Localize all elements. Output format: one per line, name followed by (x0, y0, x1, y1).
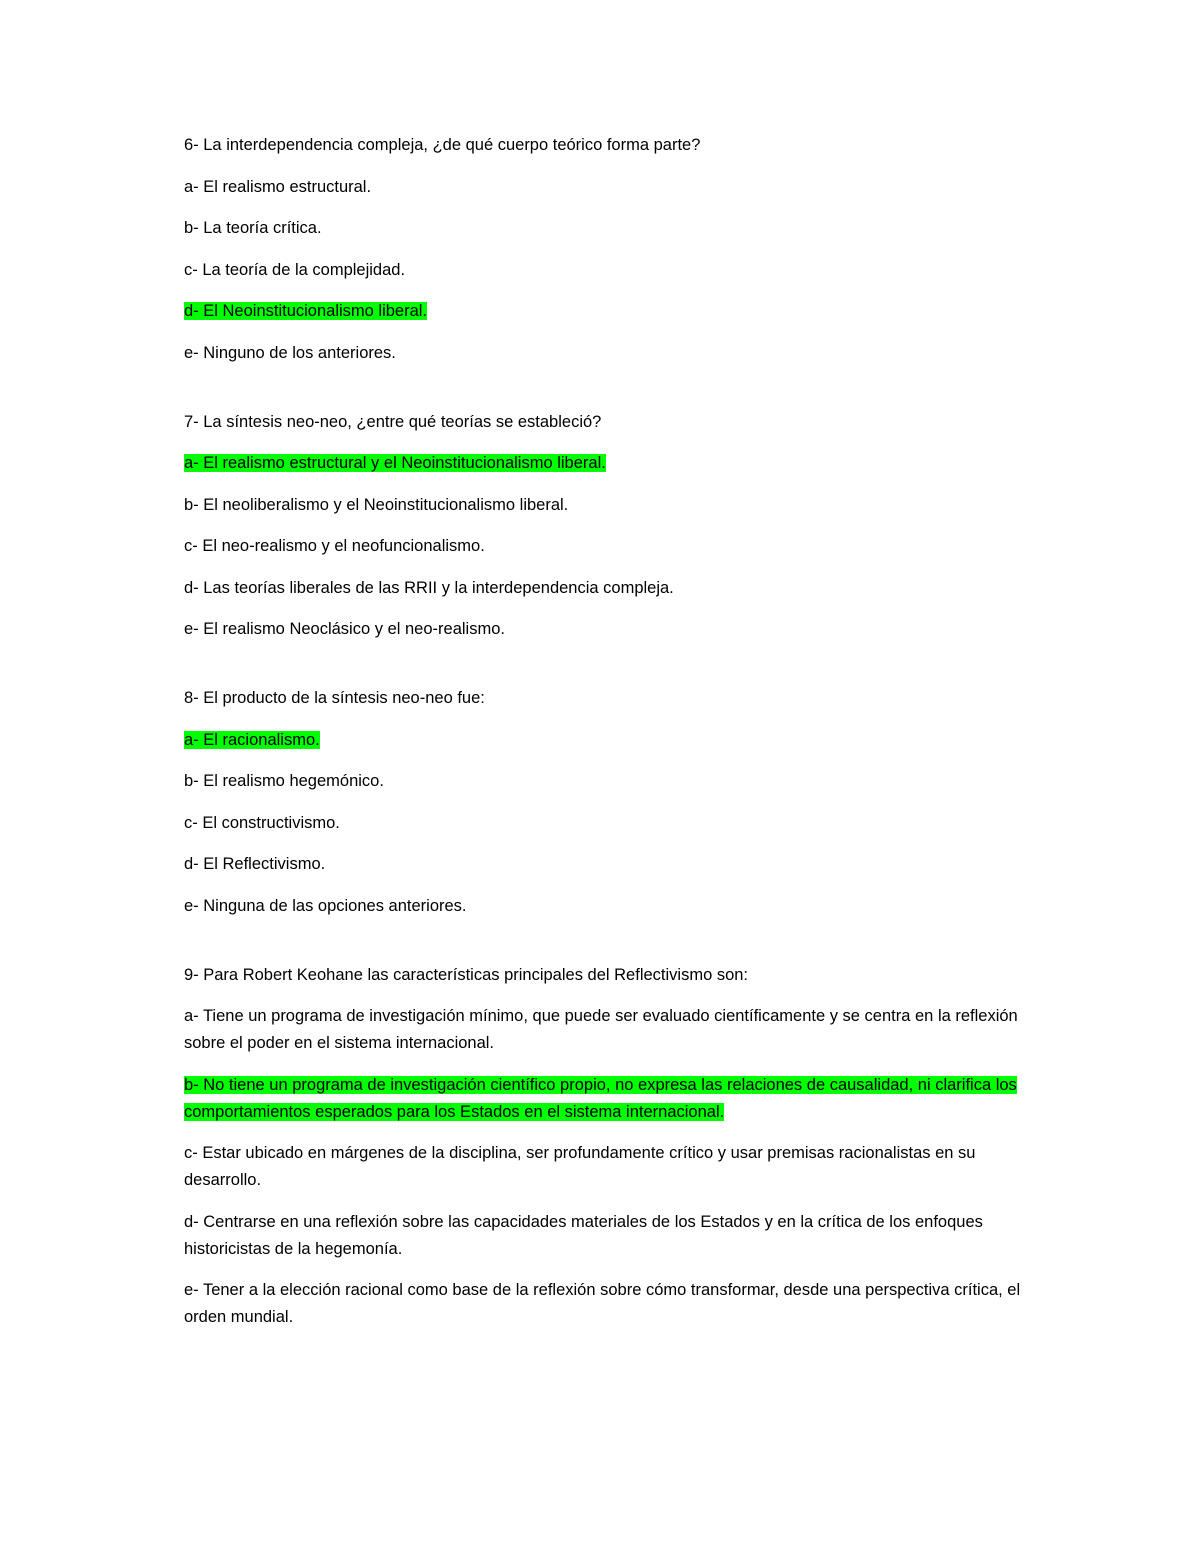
option-b: b- La teoría crítica. (184, 219, 322, 237)
option-e: e- El realismo Neoclásico y el neo-realismo. (184, 620, 505, 638)
option-a: a- El realismo estructural. (184, 177, 372, 196)
question-6 (184, 132, 1024, 367)
option-a-highlighted (184, 450, 1024, 477)
option-b: b- El neoliberalismo y el Neoinstitucionalismo liberal. (184, 495, 569, 514)
option-e: e- Ninguno de los anteriores. (184, 343, 396, 362)
option-c: c- Estar ubicado en márgenes de la disciplina, ser profundamente crítico y usar premisas racionalistas en su desarrollo. (184, 1144, 976, 1189)
question-7 (184, 409, 1024, 644)
option-d: d- Las teorías liberales de las RRII y la interdependencia compleja. (184, 578, 674, 597)
highlighted-answer: d- El Neoinstitucionalismo liberal. (184, 302, 428, 320)
highlighted-answer: a- El racionalismo. (184, 730, 320, 749)
question-text: 8- El producto de la síntesis neo-neo fue: (184, 689, 485, 707)
option-b: b- El realismo hegemónico. (184, 772, 384, 790)
option-d: d- El Reflectivismo. (184, 855, 326, 873)
question-text: 7- La síntesis neo-neo, ¿entre qué teorías se estableció? (184, 412, 602, 431)
question-text: 6- La interdependencia compleja, ¿de qué cuerpo teórico forma parte? (184, 136, 701, 154)
highlighted-answer: a- El realismo estructural y el Neoinstitucionalismo liberal. (184, 454, 606, 472)
option-c: c- El neo-realismo y el neofuncionalismo. (184, 537, 485, 555)
option-e: e- Ninguna de las opciones anteriores. (184, 896, 467, 915)
highlighted-answer: b- No tiene un programa de investigación científico propio, no expresa las relaciones de causalidad, ni clarifica los comportamientos esperados para los Estados en el sistema internacional. (184, 1075, 1017, 1121)
option-e: e- Tener a la elección racional como base de la reflexión sobre cómo transformar, desde una perspectiva crítica, el orden mundial. (184, 1281, 1021, 1326)
question-8 (184, 685, 1024, 920)
option-c: c- El constructivismo. (184, 813, 340, 832)
question-text: 9- Para Robert Keohane las características principales del Reflectivismo son: (184, 965, 749, 984)
option-c: c- La teoría de la complejidad. (184, 260, 406, 279)
option-d-highlighted (184, 298, 1024, 325)
option-b-highlighted (184, 1072, 1024, 1126)
question-9 (184, 962, 1024, 1332)
document-page (184, 132, 1024, 1346)
option-a: a- Tiene un programa de investigación mínimo, que puede ser evaluado científicamente y se centra en la reflexión sobre el poder en el sistema internacional. (184, 1007, 1018, 1052)
option-a-highlighted (184, 727, 1024, 754)
option-d: d- Centrarse en una reflexión sobre las capacidades materiales de los Estados y en la crítica de los enfoques historicistas de la hegemonía. (184, 1212, 983, 1258)
